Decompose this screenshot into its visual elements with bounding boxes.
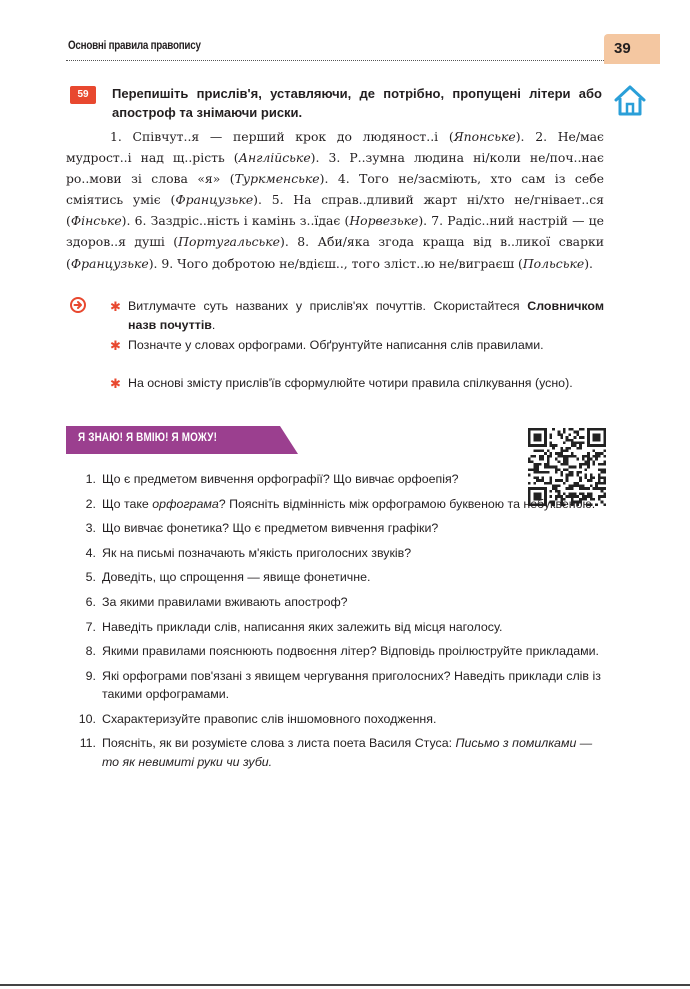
question-item (72, 710, 612, 728)
question-text: Що таке орфограма? Поясніть відмінність між орфограмою буквеною та небуквеною. (102, 496, 596, 511)
question-number: 1. (85, 472, 96, 486)
proverb-origin: Туркменське (234, 171, 320, 187)
proverb: 1. Співчут..я — перший крок до людяност..і (Японське). (110, 129, 525, 144)
proverb: 8. Аби/яка згода краща від в..ликої сварки (Французьке). (66, 234, 604, 271)
question-item (72, 642, 612, 660)
question-text: Які орфограми пов'язані з явищем чергування приголосних? Наведіть приклади слів із такими орфограмами. (102, 668, 601, 702)
question-number: 9. (85, 668, 96, 683)
question-item (72, 568, 612, 586)
question-text: Поясніть, як ви розумієте слова з листа поета Василя Стуса: Письмо з помилками — то як невимиті руки чи зуби. (102, 736, 593, 769)
question-item (72, 667, 612, 704)
question-text: Доведіть, що спрощення — явище фонетичне. (102, 570, 371, 585)
proverb-origin: Польське (522, 255, 585, 271)
question-number: 10. (78, 711, 96, 726)
question-item (72, 495, 612, 513)
question-number: 4. (85, 545, 96, 560)
header-divider (66, 60, 606, 61)
proverb-origin: Фінське (70, 213, 122, 229)
task-item-2 (110, 336, 604, 355)
home-icon[interactable] (612, 82, 648, 118)
question-number: 6. (85, 594, 96, 609)
running-header-title: Основні правила правопису (68, 38, 201, 52)
question-item (72, 544, 612, 562)
question-number: 3. (85, 521, 96, 536)
question-item (72, 593, 612, 611)
task-text: Позначте у словах орфограми. Обґрунтуйте написання слів правилами. (128, 338, 544, 352)
question-text: Схарактеризуйте правопис слів іншомовного походження. (102, 711, 437, 726)
task-item-1 (110, 297, 604, 335)
question-number: 7. (85, 619, 96, 634)
proverb-origin: Англійське (238, 150, 311, 166)
page-bottom-rule (0, 984, 690, 986)
question-number: 11. (79, 736, 96, 751)
question-number: 5. (85, 570, 96, 585)
proverb: 2. Не/має мудрост..і над щ..рість (Англійське). (66, 129, 604, 166)
proverb: 3. Р..зумна людина ні/коли не/поч..нає ро..мови зі слова «я» (Туркменське). (66, 150, 604, 187)
proverb: 6. Заздріс..ність і камінь з..їдає (Норвезьке). (134, 213, 428, 229)
proverb-origin: Японське (453, 129, 516, 144)
question-item (72, 734, 612, 771)
task-bold-text: Словничком назв почуттів (128, 299, 604, 332)
question-emphasis: орфограма (152, 496, 219, 511)
question-item (72, 470, 612, 488)
proverb: 9. Чого добротою не/вдієш.., того зліст..ю не/виграєш (Польське). (161, 255, 593, 271)
question-emphasis: Письмо з помилками — то як невимиті руки чи зуби. (102, 736, 593, 769)
exercise-number-badge: 59 (70, 86, 96, 104)
question-text: Що є предметом вивчення орфографії? Що вивчає орфоепія? (102, 472, 459, 486)
question-number: 8. (85, 644, 96, 659)
task-text-end: . (211, 318, 216, 332)
proverb-origin: Португальське (178, 234, 280, 250)
proverb: 5. На справ..дливий жарт ні/хто не/гнівает..ся (Фінське). (66, 192, 604, 229)
page-number: 39 (614, 40, 631, 57)
question-number: 2. (85, 496, 96, 511)
asterisk-icon: ✱ (110, 376, 121, 391)
question-item (72, 519, 612, 537)
arrow-right-circle-icon (70, 297, 86, 313)
exercise-task: Перепишіть прислів'я, уставляючи, де потрібно, пропущені літери або апостроф та знімаючи риски. (112, 86, 602, 120)
question-text: Якими правилами пояснюють подвоєння літер? Відповідь проілюструйте прикладами. (102, 644, 599, 659)
proverb: 7. Радіс..ний настрій — це здоров..я душі (Португальське). (66, 213, 604, 250)
review-questions-list (72, 470, 612, 777)
proverb-origin: Норвезьке (349, 213, 419, 229)
section-banner-title: Я ЗНАЮ! Я ВМІЮ! Я МОЖУ! (78, 432, 218, 444)
question-text: Що вивчає фонетика? Що є предметом вивчення графіки? (102, 521, 439, 536)
question-text: Як на письмі позначають м'якість приголосних звуків? (102, 545, 412, 560)
asterisk-icon: ✱ (110, 338, 121, 353)
question-text: За якими правилами вживають апостроф? (102, 594, 348, 609)
proverb: 4. Того не/засміють, хто сам із себе сміятись уміє (Французьке). (66, 171, 604, 208)
exercise-proverbs (66, 126, 604, 274)
task-text: Витлумачте суть названих у прислів'ях почуттів. Скористайтеся (128, 299, 528, 313)
page-number-tab (604, 34, 660, 64)
task-item-3 (110, 374, 604, 393)
task-text: На основі змісту прислів'їв сформулюйте чотири правила спілкування (усно). (128, 376, 573, 390)
asterisk-icon: ✱ (110, 299, 121, 314)
question-item (72, 618, 612, 636)
question-text: Наведіть приклади слів, написання яких залежить від місця наголосу. (102, 619, 503, 634)
proverb-origin: Французьке (70, 255, 149, 271)
proverb-origin: Французьке (175, 192, 254, 208)
